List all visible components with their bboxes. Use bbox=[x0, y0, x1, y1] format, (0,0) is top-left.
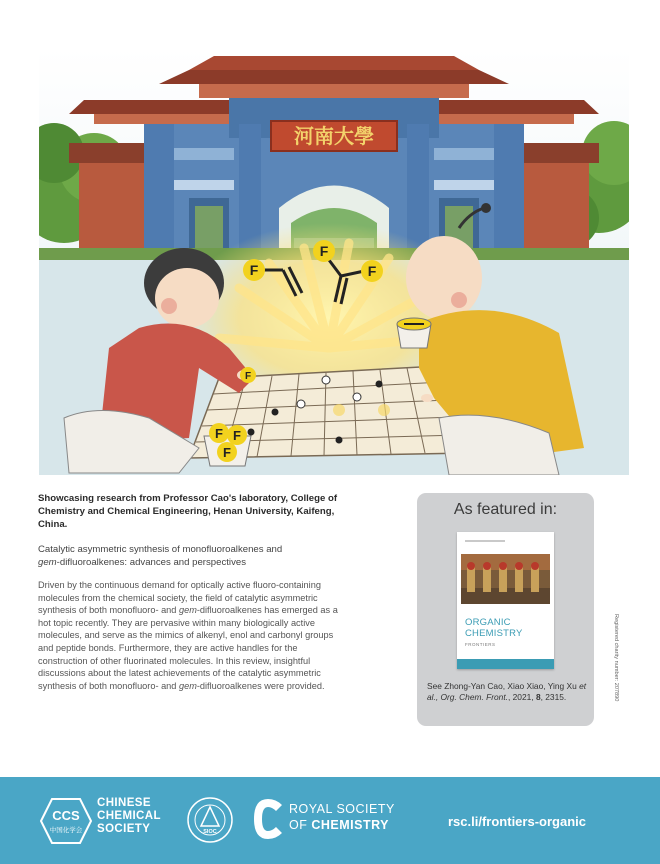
fluorine-atom-icon bbox=[313, 240, 335, 262]
abstract-part3: -difluoroalkenes were provided. bbox=[196, 680, 325, 691]
article-title-line2: -difluoroalkenes: advances and perspectives bbox=[56, 556, 246, 568]
footer-banner bbox=[0, 777, 660, 864]
svg-text:F: F bbox=[249, 262, 259, 278]
svg-text:F: F bbox=[215, 426, 223, 441]
ref-volume: 8 bbox=[535, 692, 541, 702]
fluorine-pot bbox=[204, 423, 251, 466]
catalyst-pot bbox=[397, 318, 431, 348]
journal-cover-thumbnail[interactable] bbox=[457, 532, 554, 669]
charity-number: Registered charity number: 207890 bbox=[613, 614, 619, 702]
rsc-chemistry: CHEMISTRY bbox=[311, 818, 389, 832]
showcase-heading: Showcasing research from Professor Cao's laboratory, College of Chemistry and Chemical Engineering, Henan University, Kaifeng, China. bbox=[38, 493, 338, 531]
abstract-part1: Driven by the continuous demand for optically active fluoro-containing molecules from the chemical society, the field of catalytic asymmetric synthesis of both monofluoro- and bbox=[38, 580, 321, 616]
featured-box bbox=[417, 493, 594, 726]
fluorine-atom-icon bbox=[240, 367, 256, 383]
ccs-line3: SOCIETY bbox=[97, 823, 151, 835]
ref-authors: See Zhong-Yan Cao, Xiao Xiao, Ying Xu bbox=[427, 681, 580, 691]
featured-reference bbox=[427, 681, 587, 703]
article-abstract bbox=[38, 579, 338, 692]
sioc-logo-icon[interactable] bbox=[186, 796, 234, 849]
rsc-name-line1: ROYAL SOCIETY bbox=[289, 802, 395, 816]
ccs-logo-icon[interactable] bbox=[40, 798, 92, 849]
gate-sign-text: 河南大學 bbox=[294, 124, 374, 148]
ref-year: , 2021, bbox=[507, 692, 536, 702]
svg-text:中国化学会: 中国化学会 bbox=[49, 826, 83, 834]
ccs-line2: CHEMICAL bbox=[97, 810, 161, 822]
article-title-gem: gem bbox=[38, 556, 57, 568]
svg-text:CCS: CCS bbox=[52, 808, 80, 823]
fluorine-atom-icon bbox=[243, 259, 265, 281]
svg-text:SIOC: SIOC bbox=[203, 829, 217, 835]
thumb-cover-image bbox=[461, 554, 550, 604]
svg-text:F: F bbox=[319, 243, 329, 259]
abstract-gem2: gem bbox=[178, 680, 197, 691]
abstract-gem1: gem bbox=[178, 605, 197, 616]
thumb-journal-title-line2: CHEMISTRY bbox=[465, 628, 523, 639]
ccs-line1: CHINESE bbox=[97, 797, 151, 809]
featured-heading: As featured in: bbox=[453, 501, 558, 518]
article-title-line1: Catalytic asymmetric synthesis of monofluoroalkenes and bbox=[38, 543, 283, 555]
ref-pages: , 2315. bbox=[540, 692, 567, 702]
article-text-column bbox=[38, 492, 338, 692]
svg-text:F: F bbox=[244, 371, 252, 382]
ref-journal: et al., Org. Chem. Front. bbox=[427, 681, 587, 702]
rsc-of: OF bbox=[289, 818, 312, 832]
thumb-bottom-bar bbox=[457, 659, 554, 669]
rsc-logo-icon[interactable] bbox=[250, 797, 286, 846]
cover-illustration bbox=[39, 48, 629, 475]
fluorine-atom-icon bbox=[361, 260, 383, 282]
thumb-journal-subtitle: FRONTIERS bbox=[465, 642, 496, 647]
journal-url-link[interactable]: rsc.li/frontiers-organic bbox=[448, 814, 586, 829]
ccs-name bbox=[97, 797, 161, 836]
svg-text:F: F bbox=[223, 445, 231, 460]
svg-text:F: F bbox=[367, 263, 377, 279]
article-title bbox=[38, 543, 338, 569]
svg-text:F: F bbox=[233, 428, 241, 443]
thumb-divider bbox=[465, 540, 505, 542]
rsc-name-line2 bbox=[289, 818, 389, 832]
abstract-part2: -difluoroalkenes has emerged as a hot topic recently. They are pervasive within many biologically active molecules, and serve as the mimics of alkenyl, enol and carbonyl groups and peptide bonds. Furthermore, they are active handles for the construction of other fluorinated molecules. In this review, insightful discussions about the latest achievements of the catalytic asymmetric synthesis of both monofluoro- and bbox=[38, 605, 338, 691]
thumb-journal-title-line1: ORGANIC bbox=[465, 617, 511, 628]
